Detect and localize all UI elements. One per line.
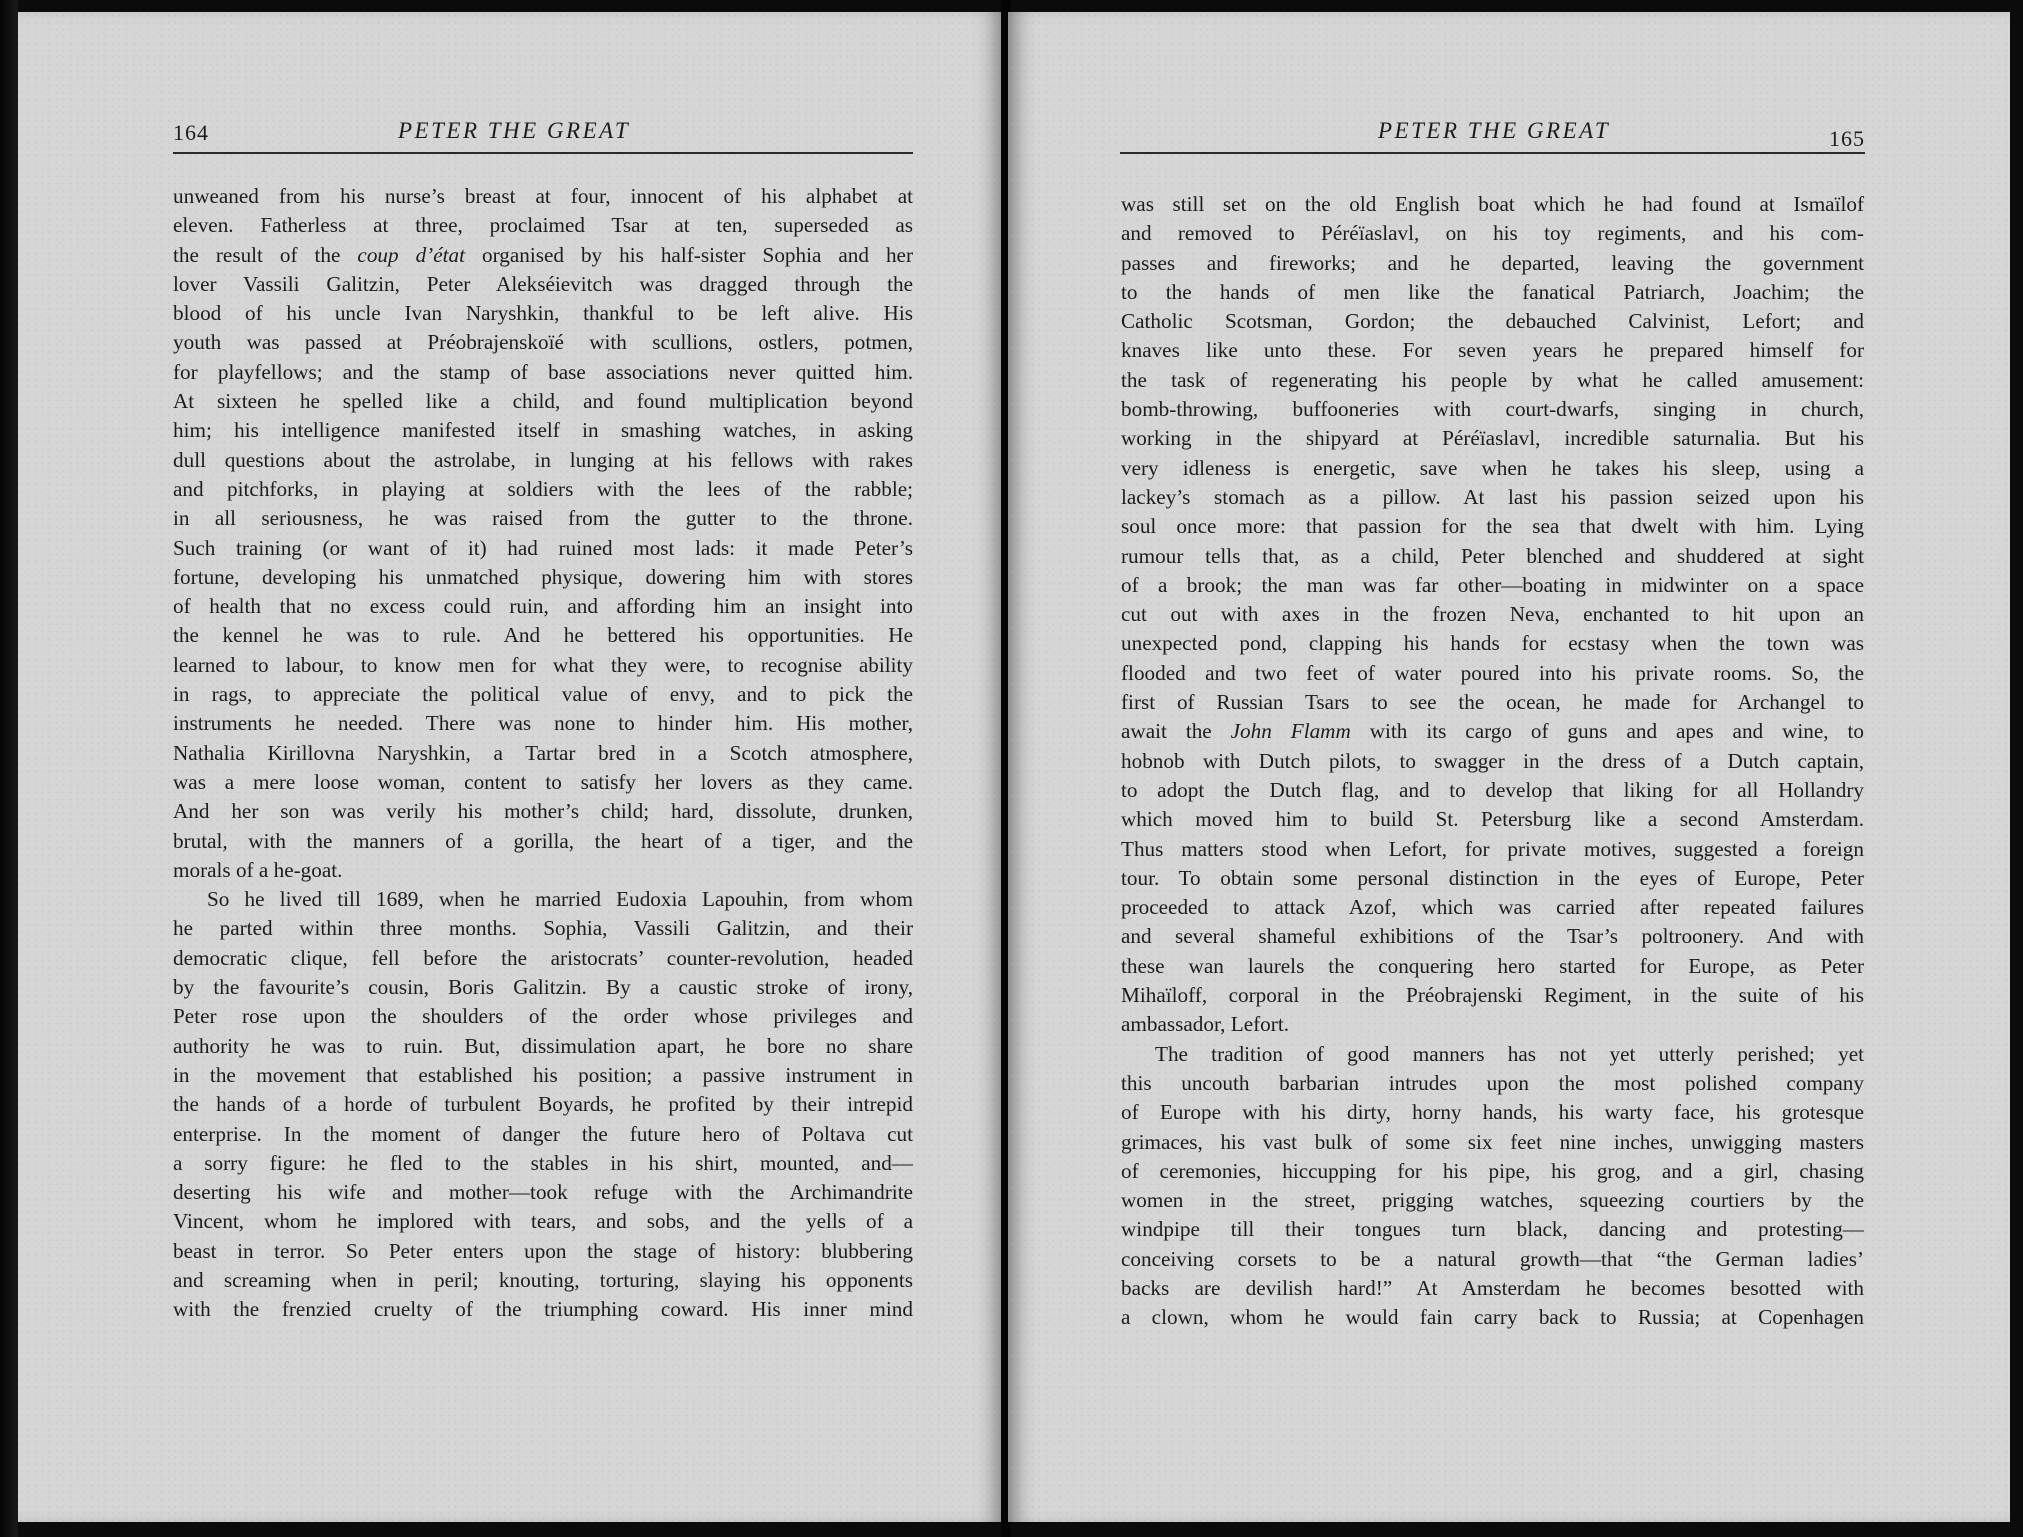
- right-text-line: unexpected pond, clapping his hands for ecstasy when the town was: [1121, 631, 1864, 656]
- left-text-line: him; his intelligence manifested itself in smashing watches, in asking: [173, 418, 913, 443]
- left-page-body: [173, 182, 913, 1325]
- book-edge: [0, 0, 18, 1537]
- left-text-line: was a mere loose woman, content to satisfy her lovers as they came.: [173, 769, 913, 794]
- right-text-line: a clown, whom he would fain carry back to Russia; at Copenhagen: [1121, 1305, 1864, 1330]
- right-text-line: and removed to Péréïaslavl, on his toy regiments, and his com-: [1121, 221, 1864, 246]
- left-text-line: youth was passed at Préobrajenskoïé with scullions, ostlers, potmen,: [173, 330, 913, 355]
- left-text-line: fortune, developing his unmatched physique, dowering him with stores: [173, 564, 913, 589]
- right-text-line: to adopt the Dutch flag, and to develop that liking for all Hollandry: [1121, 777, 1864, 802]
- left-text-line: beast in terror. So Peter enters upon the stage of history: blubbering: [173, 1238, 913, 1263]
- right-text-line: to the hands of men like the fanatical Patriarch, Joachim; the: [1121, 279, 1864, 304]
- left-text-line: the kennel he was to rule. And he bettered his opportunities. He: [173, 623, 913, 648]
- right-text-line: rumour tells that, as a child, Peter blenched and shuddered at sight: [1121, 543, 1864, 568]
- left-text-line: a sorry figure: he fled to the stables in his shirt, mounted, and—: [173, 1150, 913, 1175]
- right-text-line: grimaces, his vast bulk of some six feet nine inches, unwigging masters: [1121, 1129, 1864, 1154]
- left-text-line: of health that no excess could ruin, and affording him an insight into: [173, 594, 913, 619]
- right-text-line: Thus matters stood when Lefort, for private motives, suggested a foreign: [1121, 836, 1864, 861]
- right-text-line: flooded and two feet of water poured into his private rooms. So, the: [1121, 660, 1864, 685]
- right-text-line: ambassador, Lefort.: [1121, 1012, 1289, 1037]
- right-text-line: cut out with axes in the frozen Neva, enchanted to hit upon an: [1121, 602, 1864, 627]
- right-page: [1008, 12, 2010, 1522]
- right-running-head: [1120, 112, 1865, 154]
- left-text-line: dull questions about the astrolabe, in lunging at his fellows with rakes: [173, 447, 913, 472]
- right-text-line: bomb-throwing, buffooneries with court-dwarfs, singing in church,: [1121, 397, 1864, 422]
- left-text-line: And her son was verily his mother’s child; hard, dissolute, drunken,: [173, 799, 913, 824]
- left-text-line: and screaming when in peril; knouting, torturing, slaying his opponents: [173, 1267, 913, 1292]
- left-text-line: Vincent, whom he implored with tears, and sobs, and the yells of a: [173, 1209, 913, 1234]
- right-text-line: lackey’s stomach as a pillow. At last his passion seized upon his: [1121, 484, 1864, 509]
- right-text-line: Mihaïloff, corporal in the Préobrajenski Regiment, in the suite of his: [1121, 983, 1864, 1008]
- left-text-line: he parted within three months. Sophia, Vassili Galitzin, and their: [173, 916, 913, 941]
- left-text-line: the hands of a horde of turbulent Boyards, he profited by their intrepid: [173, 1092, 913, 1117]
- left-text-line: by the favourite’s cousin, Boris Galitzin. By a caustic stroke of irony,: [173, 975, 913, 1000]
- left-page: [18, 12, 1003, 1522]
- left-text-line: enterprise. In the moment of danger the future hero of Poltava cut: [173, 1121, 913, 1146]
- right-text-line: of a brook; the man was far other—boating in midwinter on a space: [1121, 572, 1864, 597]
- left-text-line: with the frenzied cruelty of the triumphing coward. His inner mind: [173, 1297, 913, 1322]
- left-text-line: unweaned from his nurse’s breast at four, innocent of his alphabet at: [173, 184, 913, 208]
- right-text-line: The tradition of good manners has not yet utterly perished; yet: [1155, 1041, 1864, 1066]
- left-running-title: PETER THE GREAT: [398, 118, 631, 143]
- right-text-line: backs are devilish hard!” At Amsterdam he becomes besotted with: [1121, 1275, 1864, 1300]
- left-text-line: Peter rose upon the shoulders of the order whose privileges and: [173, 1004, 913, 1029]
- right-text-line: hobnob with Dutch pilots, to swagger in the dress of a Dutch captain,: [1121, 748, 1864, 773]
- left-text-line: Nathalia Kirillovna Naryshkin, a Tartar bred in a Scotch atmosphere,: [173, 740, 913, 765]
- left-text-line: authority he was to ruin. But, dissimulation apart, he bore no share: [173, 1033, 913, 1058]
- left-text-line: for playfellows; and the stamp of base associations never quitted him.: [173, 359, 913, 384]
- right-text-line: the task of regenerating his people by what he called amusement:: [1121, 367, 1864, 392]
- right-text-line: which moved him to build St. Petersburg like a second Amsterdam.: [1121, 807, 1864, 832]
- left-text-line: So he lived till 1689, when he married Eudoxia Lapouhin, from whom: [207, 887, 913, 912]
- left-text-line: in rags, to appreciate the political value of envy, and to pick the: [173, 682, 913, 707]
- left-text-line: and pitchforks, in playing at soldiers with the lees of the rabble;: [173, 476, 913, 501]
- right-text-line: await the John Flamm with its cargo of guns and apes and wine, to: [1121, 719, 1864, 744]
- right-text-line: conceiving corsets to be a natural growth—that “the German ladies’: [1121, 1246, 1864, 1271]
- right-text-line: soul once more: that passion for the sea that dwelt with him. Lying: [1121, 514, 1864, 539]
- right-text-line: knaves like unto these. For seven years he prepared himself for: [1121, 338, 1864, 363]
- left-text-line: At sixteen he spelled like a child, and found multiplication beyond: [173, 389, 913, 414]
- right-text-line: working in the shipyard at Péréïaslavl, incredible saturnalia. But his: [1121, 426, 1864, 451]
- left-text-line: learned to labour, to know men for what they were, to recognise ability: [173, 652, 913, 677]
- left-text-line: Such training (or want of it) had ruined most lads: it made Peter’s: [173, 535, 913, 560]
- left-text-line: eleven. Fatherless at three, proclaimed Tsar at ten, superseded as: [173, 213, 913, 238]
- right-text-line: windpipe till their tongues turn black, dancing and protesting—: [1121, 1217, 1864, 1242]
- right-text-line: was still set on the old English boat which he had found at Ismaïlof: [1121, 192, 1864, 216]
- left-page-number: 164: [173, 120, 209, 145]
- right-text-line: women in the street, prigging watches, squeezing courtiers by the: [1121, 1188, 1864, 1213]
- left-text-line: morals of a he-goat.: [173, 857, 343, 882]
- left-text-line: the result of the coup d’état organised by his half-sister Sophia and her: [173, 242, 913, 267]
- left-text-line: democratic clique, fell before the aristocrats’ counter-revolution, headed: [173, 945, 913, 970]
- right-text-line: tour. To obtain some personal distinction in the eyes of Europe, Peter: [1121, 865, 1864, 890]
- right-text-line: first of Russian Tsars to see the ocean, he made for Archangel to: [1121, 690, 1864, 715]
- left-text-line: brutal, with the manners of a gorilla, the heart of a tiger, and the: [173, 828, 913, 853]
- left-text-line: deserting his wife and mother—took refuge with the Archimandrite: [173, 1180, 913, 1205]
- right-text-line: passes and fireworks; and he departed, leaving the government: [1121, 250, 1864, 275]
- right-text-line: Catholic Scotsman, Gordon; the debauched Calvinist, Lefort; and: [1121, 309, 1864, 334]
- right-page-body: [1121, 190, 1864, 1333]
- right-text-line: very idleness is energetic, save when he takes his sleep, using a: [1121, 455, 1864, 480]
- right-text-line: this uncouth barbarian intrudes upon the most polished company: [1121, 1070, 1864, 1095]
- right-page-number: 165: [1829, 126, 1865, 151]
- left-text-line: lover Vassili Galitzin, Peter Alekséievitch was dragged through the: [173, 271, 913, 296]
- right-text-line: of ceremonies, hiccupping for his pipe, his grog, and a girl, chasing: [1121, 1158, 1864, 1183]
- right-text-line: these wan laurels the conquering hero started for Europe, as Peter: [1121, 953, 1864, 978]
- right-running-title: PETER THE GREAT: [1378, 118, 1611, 143]
- left-running-head: [173, 112, 913, 154]
- left-text-line: in all seriousness, he was raised from the gutter to the throne.: [173, 506, 913, 531]
- right-text-line: and several shameful exhibitions of the Tsar’s poltroonery. And with: [1121, 924, 1864, 949]
- left-text-line: blood of his uncle Ivan Naryshkin, thankful to be left alive. His: [173, 301, 913, 326]
- right-text-line: proceeded to attack Azof, which was carried after repeated failures: [1121, 895, 1864, 920]
- right-text-line: of Europe with his dirty, horny hands, his warty face, his grotesque: [1121, 1100, 1864, 1125]
- left-text-line: instruments he needed. There was none to hinder him. His mother,: [173, 711, 913, 736]
- left-text-line: in the movement that established his position; a passive instrument in: [173, 1062, 913, 1087]
